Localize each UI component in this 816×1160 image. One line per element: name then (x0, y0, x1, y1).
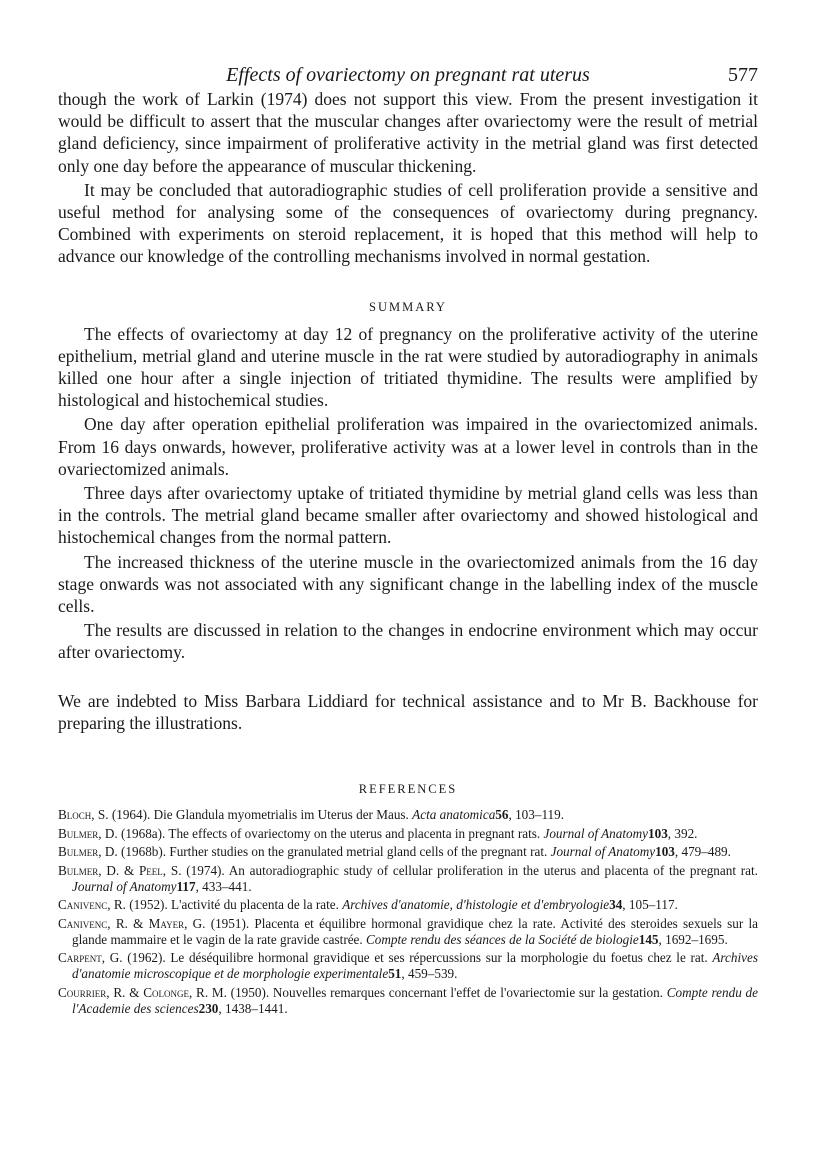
reference-item (58, 844, 758, 860)
reference-title: (1968a). The effects of ovariectomy on the uterus and placenta in pregnant rats. (117, 825, 544, 841)
references-heading: REFERENCES (358, 782, 458, 797)
reference-volume: 56 (495, 807, 509, 823)
body-paragraph: though the work of Larkin (1974) does not support this view. From the present investigation it would be difficult to assert that the muscular changes after ovariectomy were the result of metrial gland deficiency, since impairment of proliferative activity in the metrial gland was first detected only one day before the appearance of muscular thickening. (58, 89, 758, 176)
reference-volume: 230 (198, 1000, 219, 1016)
running-title: Effects of ovariectomy on pregnant rat uterus (226, 64, 590, 86)
summary-paragraph: The results are discussed in relation to the changes in endocrine environment which may occur after ovariectomy. (58, 620, 758, 663)
summary-heading: SUMMARY (369, 299, 447, 314)
reference-title: (1964). Die Glandula myometrialis im Uterus der Maus. (108, 807, 413, 823)
references-list (58, 807, 758, 1017)
reference-title: (1952). L'activité du placenta de la rate. (125, 897, 343, 913)
reference-item (58, 916, 758, 948)
reference-journal: Compte rendu des séances de la Société de biologie (366, 931, 639, 947)
reference-pages: , 1438–1441. (218, 1000, 288, 1016)
reference-volume: 103 (655, 844, 675, 860)
body-text (58, 88, 758, 268)
reference-pages: , 1692–1695. (658, 931, 728, 947)
page (58, 60, 758, 1019)
reference-volume: 145 (638, 931, 659, 947)
summary-section (58, 323, 758, 664)
acknowledgement: We are indebted to Miss Barbara Liddiard for technical assistance and to Mr B. Backhouse for preparing the illustrations. (58, 690, 758, 733)
reference-journal: Acta anatomica (412, 807, 496, 823)
reference-pages: , 105–117. (622, 897, 678, 913)
reference-item (58, 807, 758, 823)
reference-journal: Journal of Anatomy (550, 844, 656, 860)
reference-title: (1951). Placenta et équilibre hormonal gravidique chez la rate. Activité des steroides sexuels sur la glande mammaire et le vagin de la rate gravide castrée. (72, 915, 758, 947)
reference-author: Courrier, R. & Colonge, R. M. (58, 984, 227, 1000)
reference-author: Canivenc, R. & Mayer, G. (58, 915, 206, 931)
reference-journal: Journal of Anatomy (543, 825, 648, 841)
reference-item (58, 985, 758, 1017)
reference-author: Carpent, G. (58, 950, 123, 966)
body-paragraph: It may be concluded that autoradiographic studies of cell proliferation provide a sensitive and useful method for analysing some of the consequences of ovariectomy during pregnancy. Combined with experiments on steroid replacement, it is hoped that this method will help to advance our knowledge of the controlling mechanisms involved in normal gestation. (58, 179, 758, 267)
reference-journal: Compte rendu de l'Academie des sciences (72, 984, 758, 1016)
reference-item (58, 950, 758, 982)
reference-title: (1950). Nouvelles remarques concernant l'effet de l'ovariectomie sur la gestation. (226, 984, 667, 1000)
reference-journal: Archives d'anatomie microscopique et de morphologie experimentale (72, 950, 759, 982)
running-header (58, 60, 758, 88)
summary-paragraph: The increased thickness of the uterine muscle in the ovariectomized animals from the 16 day stage onwards was not associated with any significant change in the labelling index of the muscle cells. (58, 551, 758, 617)
reference-volume: 51 (388, 966, 402, 982)
reference-pages: , 392. (667, 825, 698, 841)
reference-author: Bulmer, D. (58, 844, 118, 860)
summary-paragraph: Three days after ovariectomy uptake of tritiated thymidine by metrial gland cells was less than in the controls. The metrial gland became smaller after ovariectomy and showed histological and histochemical changes from the normal pattern. (58, 483, 758, 548)
reference-author: Canivenc, R. (58, 897, 126, 913)
reference-item (58, 863, 758, 895)
reference-author: Bloch, S. (58, 807, 109, 823)
reference-volume: 117 (176, 878, 196, 894)
reference-title: (1968b). Further studies on the granulated metrial gland cells of the pregnant rat. (117, 844, 551, 860)
reference-pages: , 459–539. (401, 966, 458, 982)
reference-pages: , 433–441. (195, 878, 252, 894)
reference-item (58, 826, 758, 842)
reference-volume: 103 (648, 825, 668, 841)
reference-author: Bulmer, D. (58, 825, 118, 841)
reference-title: (1962). Le déséquilibre hormonal gravidique et ses répercussions sur la morphologie du foetus chez le rat. (122, 950, 713, 966)
page-number: 577 (728, 64, 758, 86)
reference-author: Bulmer, D. & Peel, S. (58, 862, 182, 878)
reference-pages: , 479–489. (674, 844, 731, 860)
reference-pages: , 103–119. (508, 807, 565, 823)
summary-paragraph: One day after operation epithelial proliferation was impaired in the ovariectomized animals. From 16 days onwards, however, proliferative activity was at a lower level in controls than in the ovariectomized animals. (58, 414, 758, 479)
summary-paragraph: The effects of ovariectomy at day 12 of pregnancy on the proliferative activity of the uterine epithelium, metrial gland and uterine muscle in the rat were studied by autoradiography in animals killed one hour after a single injection of tritiated thymidine. The results were amplified by histological and histochemical studies. (58, 323, 758, 411)
reference-title: (1974). An autoradiographic study of cellular proliferation in the uterus and placenta of the pregnant rat. (181, 862, 758, 878)
reference-item (58, 897, 758, 913)
reference-journal: Archives d'anatomie, d'histologie et d'embryologie (342, 897, 610, 913)
reference-volume: 34 (609, 897, 623, 913)
reference-journal: Journal of Anatomy (72, 878, 177, 894)
